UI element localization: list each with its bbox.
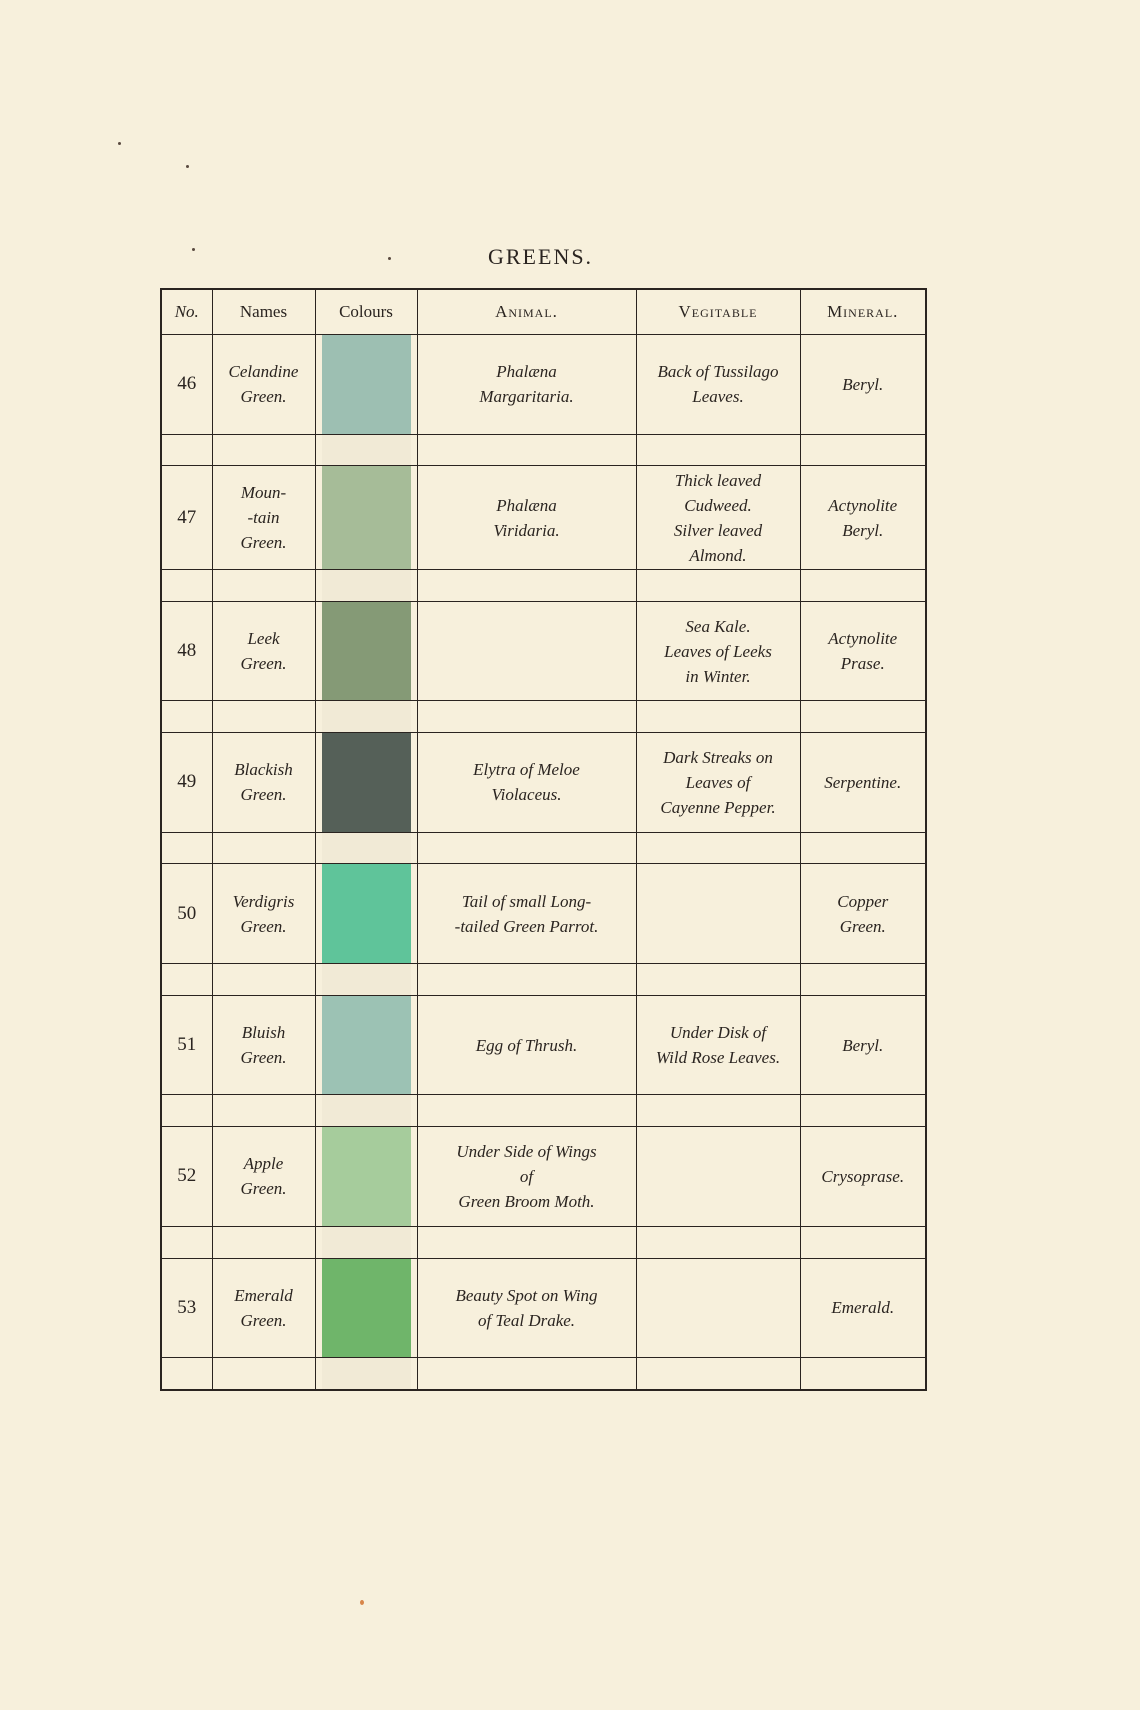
colour-swatch [322,335,411,434]
table-row [161,1127,926,1227]
spacer-cell [212,832,315,864]
table-row [161,733,926,833]
spacer-cell [800,1226,926,1258]
colour-name: Moun- -tain Green. [212,466,315,570]
spacer-cell [315,1226,417,1258]
colour-name: Verdigris Green. [212,864,315,964]
spacer-row [161,569,926,601]
swatch-gap [322,833,411,864]
colour-swatch [322,864,411,963]
spacer-cell [161,1095,212,1127]
mineral-example: Beryl. [800,995,926,1095]
animal-example: Elytra of Meloe Violaceus. [417,733,636,833]
colour-swatch [322,996,411,1095]
spacer-cell [417,964,636,996]
table-row [161,995,926,1095]
table-row [161,601,926,701]
spacer-cell [636,1226,800,1258]
spacer-cell [315,832,417,864]
row-number: 52 [161,1127,212,1227]
spacer-cell [161,964,212,996]
colour-swatch-cell [315,466,417,570]
colour-name: Bluish Green. [212,995,315,1095]
spacer-cell [161,1358,212,1390]
spacer-cell [417,701,636,733]
row-number: 48 [161,601,212,701]
spacer-cell [800,1358,926,1390]
spacer-cell [417,434,636,466]
colour-swatch [322,1127,411,1226]
swatch-gap [322,1095,411,1126]
animal-example: Tail of small Long- -tailed Green Parrot. [417,864,636,964]
speck [186,165,189,168]
mineral-example: Serpentine. [800,733,926,833]
row-number: 50 [161,864,212,964]
colour-swatch-cell [315,601,417,701]
spacer-cell [800,964,926,996]
table-row [161,335,926,435]
spacer-row [161,832,926,864]
colour-swatch-cell [315,1127,417,1227]
spacer-cell [212,1095,315,1127]
spacer-cell [212,434,315,466]
spacer-row [161,964,926,996]
mineral-example: Actynolite Prase. [800,601,926,701]
row-number: 49 [161,733,212,833]
mineral-example: Copper Green. [800,864,926,964]
spacer-cell [636,434,800,466]
swatch-gap [322,701,411,732]
header-mineral: Mineral. [800,289,926,335]
spacer-cell [315,569,417,601]
spacer-cell [636,701,800,733]
spacer-cell [161,569,212,601]
spacer-cell [636,964,800,996]
swatch-gap [322,1358,411,1389]
swatch-gap [322,570,411,601]
colour-swatch [322,602,411,701]
spacer-row [161,701,926,733]
header-no: No. [161,289,212,335]
vegitable-example [636,1127,800,1227]
speck [192,248,195,251]
colour-swatch [322,1259,411,1358]
spacer-cell [161,1226,212,1258]
spacer-cell [161,832,212,864]
header-row [161,289,926,335]
speck [360,1600,364,1605]
vegitable-example: Under Disk of Wild Rose Leaves. [636,995,800,1095]
colour-swatch-cell [315,995,417,1095]
colour-name: Leek Green. [212,601,315,701]
spacer-row [161,434,926,466]
spacer-cell [417,1226,636,1258]
spacer-cell [212,701,315,733]
colour-swatch [322,466,411,569]
spacer-cell [800,832,926,864]
spacer-cell [315,1358,417,1390]
spacer-cell [636,1095,800,1127]
spacer-cell [161,434,212,466]
colour-swatch-cell [315,733,417,833]
spacer-cell [636,1358,800,1390]
vegitable-example: Thick leaved Cudweed. Silver leaved Almond. [636,466,800,570]
speck [388,257,391,260]
colour-name: Apple Green. [212,1127,315,1227]
swatch-gap [322,964,411,995]
header-animal: Animal. [417,289,636,335]
page-title: GREENS. [488,244,594,269]
colour-name: Celandine Green. [212,335,315,435]
colour-swatch-cell [315,864,417,964]
spacer-cell [800,434,926,466]
spacer-cell [212,964,315,996]
spacer-cell [417,569,636,601]
spacer-cell [212,1226,315,1258]
table-row [161,1258,926,1358]
swatch-gap [322,1227,411,1258]
vegitable-example: Sea Kale. Leaves of Leeks in Winter. [636,601,800,701]
colour-swatch [322,733,411,832]
row-number: 51 [161,995,212,1095]
colour-name: Emerald Green. [212,1258,315,1358]
spacer-cell [417,1095,636,1127]
spacer-row [161,1095,926,1127]
spacer-cell [315,1095,417,1127]
spacer-cell [161,701,212,733]
spacer-cell [800,1095,926,1127]
header-vegitable: Vegitable [636,289,800,335]
speck [118,142,121,145]
row-number: 53 [161,1258,212,1358]
spacer-cell [636,569,800,601]
animal-example: Phalæna Margaritaria. [417,335,636,435]
mineral-example: Emerald. [800,1258,926,1358]
table-row [161,466,926,570]
header-names: Names [212,289,315,335]
mineral-example: Actynolite Beryl. [800,466,926,570]
table-row [161,864,926,964]
spacer-cell [315,701,417,733]
row-number: 46 [161,335,212,435]
spacer-cell [315,964,417,996]
colour-name: Blackish Green. [212,733,315,833]
row-number: 47 [161,466,212,570]
spacer-cell [417,832,636,864]
vegitable-example [636,1258,800,1358]
spacer-cell [636,832,800,864]
vegitable-example: Back of Tussilago Leaves. [636,335,800,435]
spacer-cell [417,1358,636,1390]
spacer-row [161,1358,926,1390]
mineral-example: Beryl. [800,335,926,435]
header-colours: Colours [315,289,417,335]
spacer-cell [212,1358,315,1390]
colour-swatch-cell [315,335,417,435]
colour-swatch-cell [315,1258,417,1358]
animal-example: Phalæna Viridaria. [417,466,636,570]
animal-example: Under Side of Wings of Green Broom Moth. [417,1127,636,1227]
spacer-cell [800,569,926,601]
vegitable-example: Dark Streaks on Leaves of Cayenne Pepper. [636,733,800,833]
spacer-cell [212,569,315,601]
colour-table [160,288,927,1391]
animal-example [417,601,636,701]
vegitable-example [636,864,800,964]
swatch-gap [322,435,411,466]
animal-example: Egg of Thrush. [417,995,636,1095]
spacer-cell [800,701,926,733]
spacer-row [161,1226,926,1258]
mineral-example: Crysoprase. [800,1127,926,1227]
spacer-cell [315,434,417,466]
animal-example: Beauty Spot on Wing of Teal Drake. [417,1258,636,1358]
